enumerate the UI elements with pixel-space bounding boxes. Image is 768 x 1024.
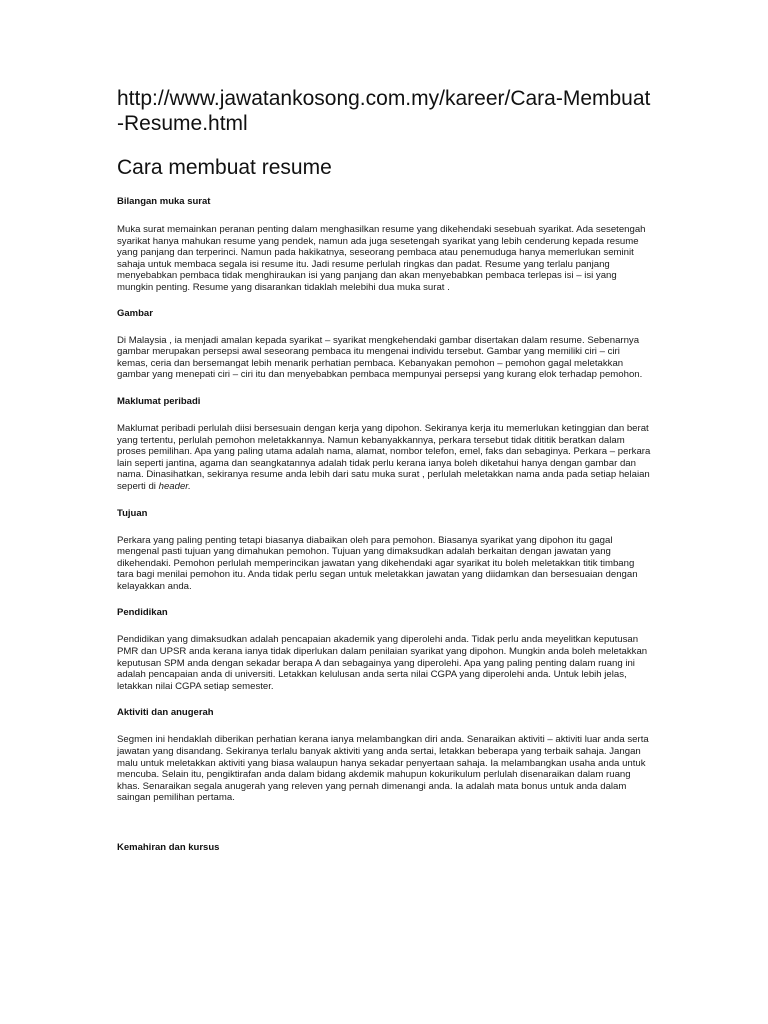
section-gambar: [117, 308, 653, 381]
section-heading: Kemahiran dan kursus: [117, 842, 220, 853]
section-paragraph-text: Maklumat peribadi perlulah diisi bersesuain dengan kerja yang dipohon. Sekiranya kerja itu memerlukan ketinggian dan berat yang tertentu, perlulah pemohon meletakkannya. Namun kebanyakkannya, perkara tersebut tidak dititik beratkan dalam proses pemilihan. Apa yang paling utama adalah nama, alamat, nombor telefon, emel, faks dan sebaginya. Perkara – perkara lain seperti jantina, agama dan seangkatannya adalah tidak perlu kerana ianya boleh diketahui hanya dengan gambar dan nama. Dinasihatkan, sekiranya resume anda lebih dari satu muka surat , perlulah meletakkan nama anda pada setiap helaian seperti di: [117, 422, 651, 492]
header-italic-text: header.: [158, 480, 191, 492]
section-heading: Maklumat peribadi: [117, 395, 201, 407]
source-url: http://www.jawatankosong.com.my/kareer/Cara-Membuat-Resume.html: [117, 87, 651, 135]
section-paragraph: Di Malaysia , ia menjadi amalan kepada syarikat – syarikat mengkehendaki gambar disertakan dalam resume. Sebenarnya gambar merupakan persepsi awal seseorang pembaca itu mengenai individu tersebut. Gambar yang memiliki ciri – ciri kemas, ceria dan bersemangat lebih menarik perhatian pembaca. Kebanyakan pemohon – pemohon gagal meletakkan gambar yang menepati ciri – ciri itu dan menyebabkan pembaca mempunyai persepsi yang kurang elok terhadap pemohon.: [117, 334, 643, 381]
document-page: [117, 86, 653, 854]
section-paragraph: Pendidikan yang dimaksudkan adalah pencapaian akademik yang diperolehi anda. Tidak perlu anda meyelitkan keputusan PMR dan UPSR anda kerana ianya tidak diperlukan dalam penilaian syarikat yang dipohon. Mungkin anda boleh meletakkan keputusan SPM anda dengan sekadar berapa A dan sebagainya yang diperolehi. Apa yang paling penting dalam ruang ini adalah pencapaian anda di universiti. Letakkan kelulusan anda serta nilai CGPA yang diperolehi anda. Untuk lebih jelas, letakkan nilai CGPA setiap semester.: [117, 634, 648, 692]
section-paragraph: [117, 423, 653, 493]
section-heading: Pendidikan: [117, 607, 168, 619]
section-aktiviti-dan-anugerah: [117, 707, 653, 804]
section-heading: Tujuan: [117, 507, 148, 519]
section-heading: Gambar: [117, 307, 153, 319]
section-paragraph: Muka surat memainkan peranan penting dalam menghasilkan resume yang dikehendaki sesebuah syarikat. Ada sesetengah syarikat hanya mahukan resume yang pendek, namun ada juga sesetengah syarikat yang lebih cenderung kepada resume yang panjang dan terperinci. Namun pada hakikatnya, seseorang pembaca atau penemuduga hanya memerlukan seminit sahaja untuk membaca segala isi resume itu. Jadi resume perlulah ringkas dan padat. Resume yang terlalu panjang menyebabkan pembaca tidak menghiraukan isi yang panjang dan akan menyebabkan pembaca terlepas isi – isi yang mungkin penting. Resume yang disarankan tidaklah melebihi dua muka surat .: [117, 224, 646, 293]
section-heading: Aktiviti dan anugerah: [117, 707, 214, 719]
section-kemahiran-dan-kursus: [117, 842, 653, 854]
section-maklumat-peribadi: [117, 396, 653, 493]
section-paragraph: Segmen ini hendaklah diberikan perhatian kerana ianya melambangkan diri anda. Senaraikan aktiviti – aktiviti luar anda serta jawatan yang disandang. Sekiranya terlalu banyak aktiviti yang anda sertai, letakkan beberapa yang terbaik sahaja. Jangan malu untuk meletakkan aktiviti yang biasa walaupun hanya sekadar penyertaan sahaja. Ia melambangkan usaha anda untuk mencuba. Selain itu, pengiktirafan anda dalam bidang akdemik mahupun kokurikulum perlulah disenaraikan dalam ruang khas. Senaraikan segala anugerah yang releven yang pernah dimenangi anda. Ia adalah mata bonus untuk anda dalam saingan pemilihan pertama.: [117, 734, 649, 804]
section-pendidikan: [117, 607, 653, 692]
section-bilangan-muka-surat: [117, 196, 653, 294]
section-paragraph: Perkara yang paling penting tetapi biasanya diabaikan oleh para pemohon. Biasanya syarikat yang dipohon itu gagal mengenal pasti tujuan yang dimahukan pemohon. Tujuan yang dimaksudkan adalah berkaitan dengan jawatan yang dikehendaki. Pemohon perlulah memperincikan jawatan yang dikehendaki agar syarikat itu boleh meletakkan titik timbang tara bagi menilai pemohon itu. Anda tidak perlu segan untuk meletakkan jawatan yang diidamkan dan bersesuaian dengan kelayakkan anda.: [117, 534, 638, 592]
section-heading: Bilangan muka surat: [117, 196, 211, 207]
section-tujuan: [117, 508, 653, 593]
page-title: Cara membuat resume: [117, 156, 332, 179]
